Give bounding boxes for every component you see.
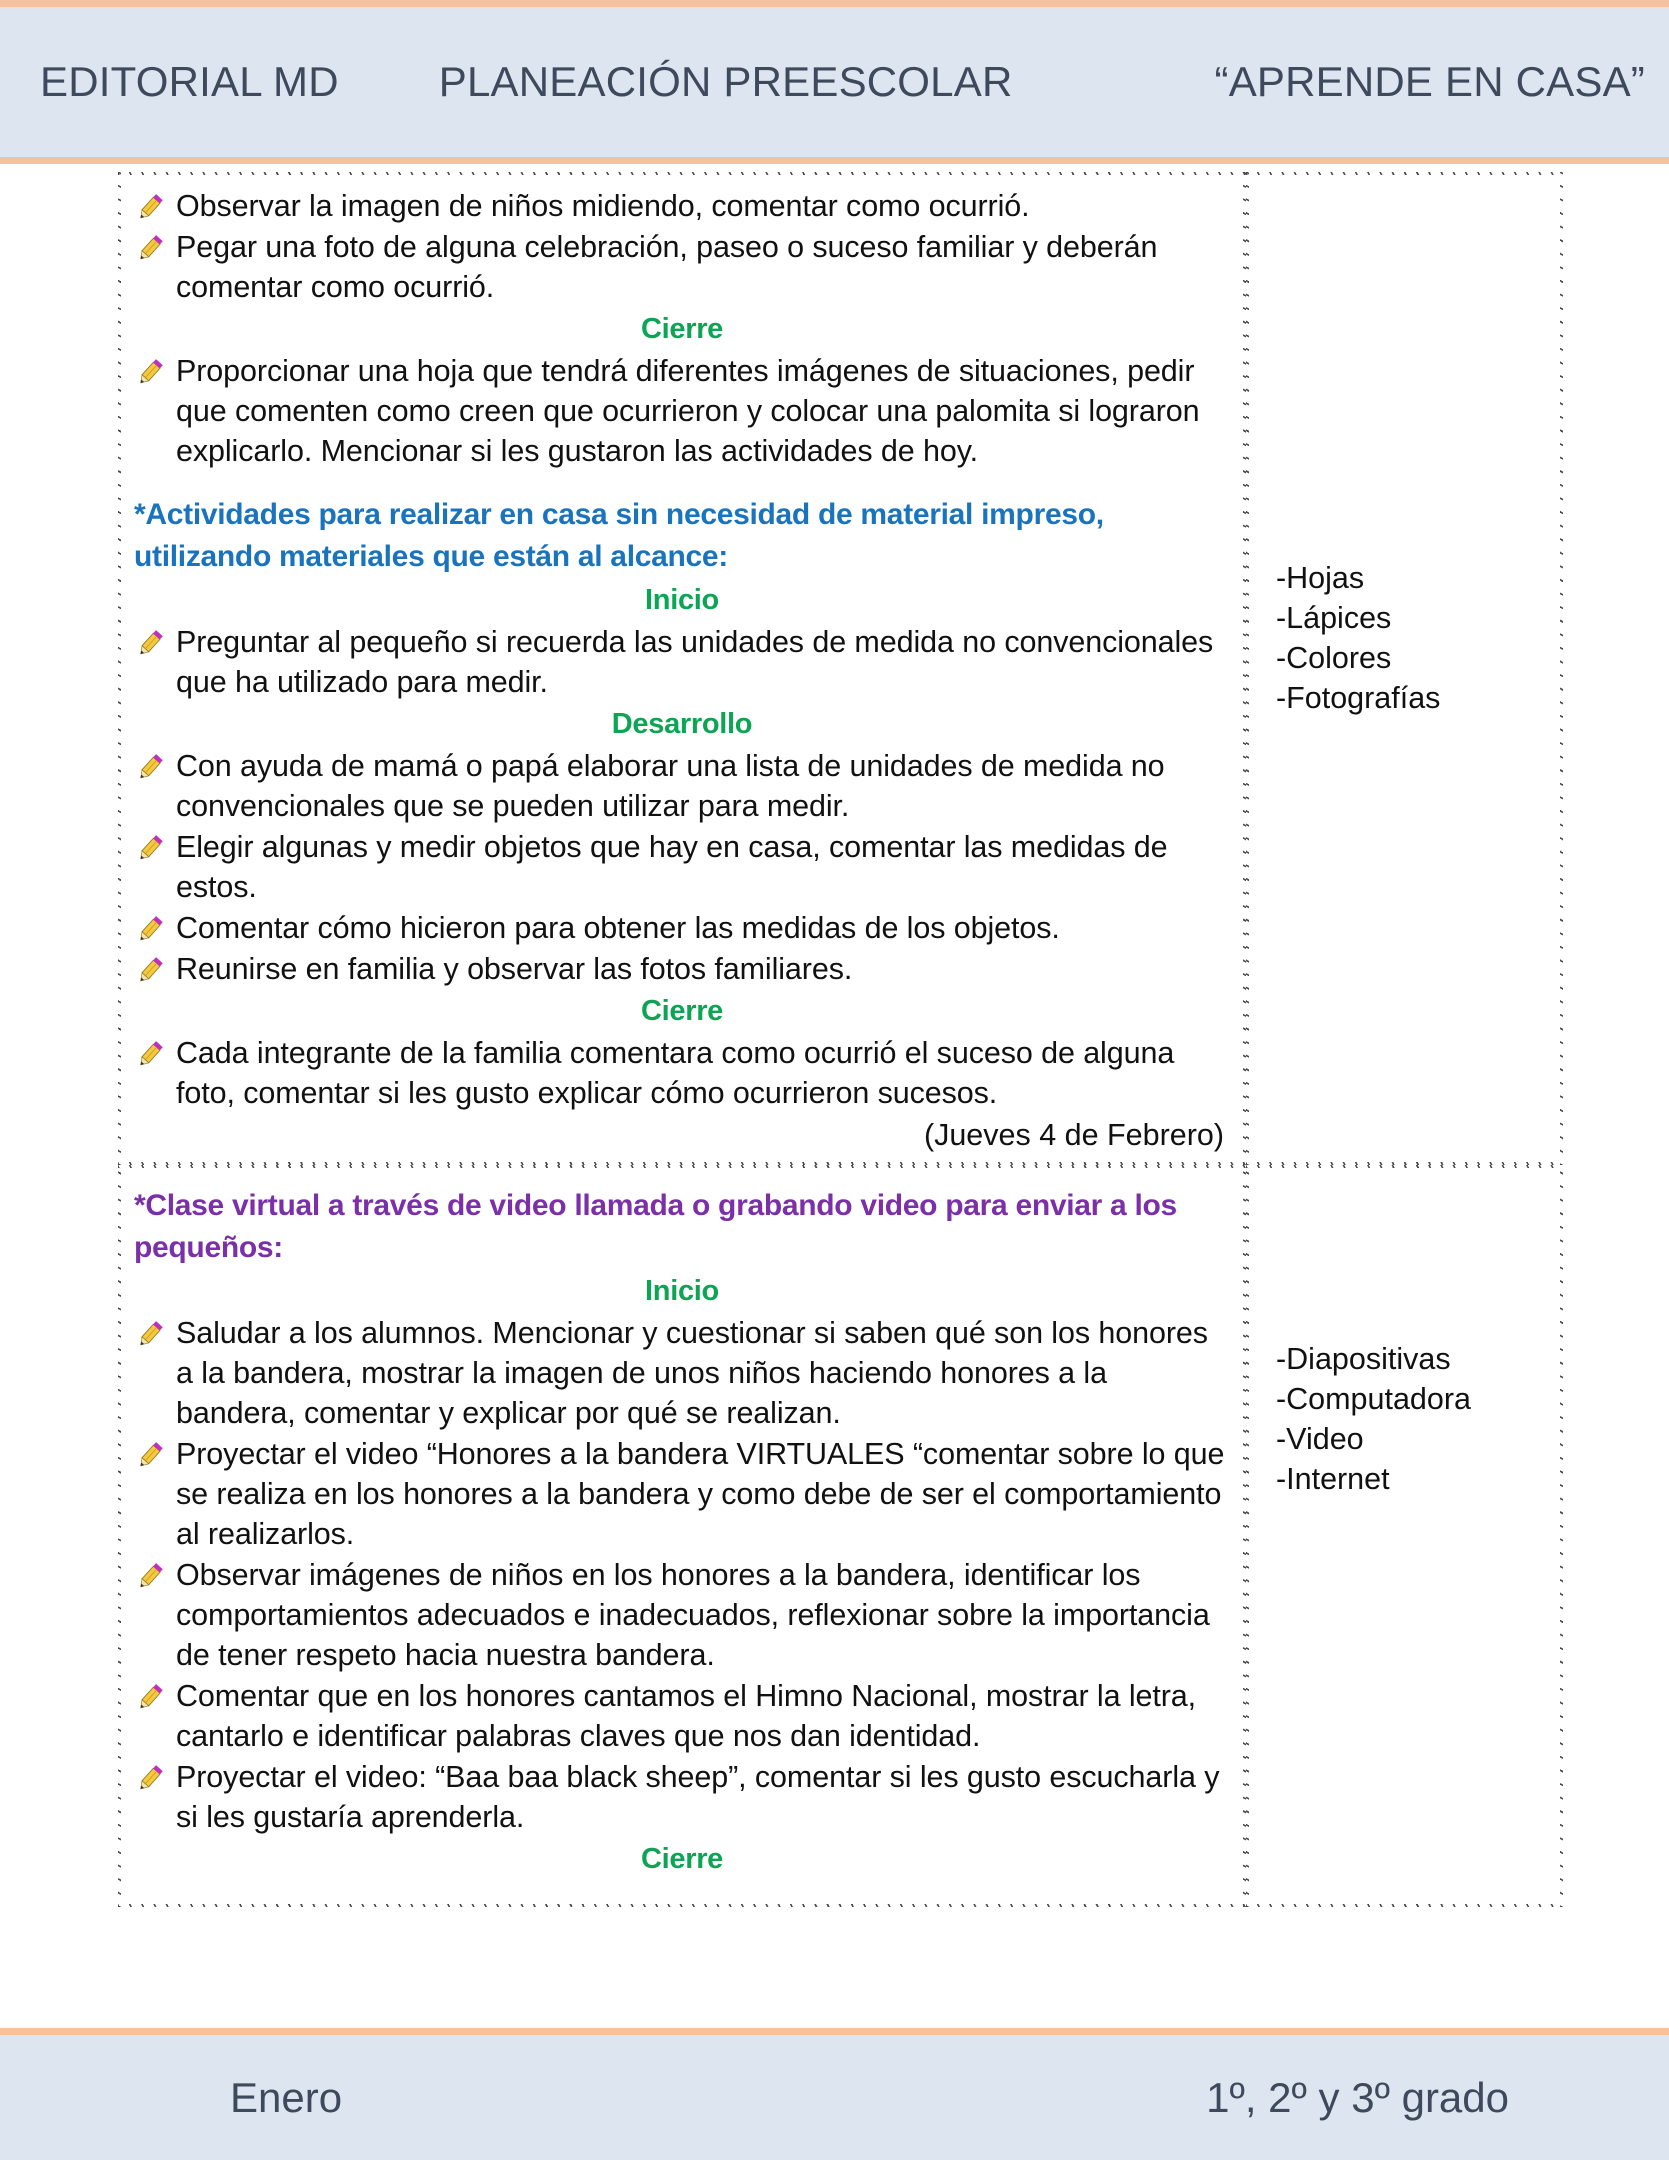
list-item-text: Comentar que en los honores cantamos el Himno Nacional, mostrar la letra, cantarlo e identificar palabras claves que nos dan identidad. (176, 1679, 1197, 1753)
list-item-text: Comentar cómo hicieron para obtener las medidas de los objetos. (176, 911, 1060, 945)
phase-label-desarrollo: Desarrollo (611, 708, 753, 740)
list-item (134, 827, 1230, 907)
footer-inner (0, 2074, 1669, 2122)
section-heading-virtual-class: *Clase virtual a través de video llamada o grabando video para enviar a los pequeños: (134, 1189, 1177, 1264)
top-activity-list (134, 186, 1230, 307)
top-cierre-list (134, 351, 1230, 471)
home-desarrollo-list (134, 746, 1230, 989)
material-item: -Diapositivas (1276, 1342, 1451, 1376)
pencil-icon (134, 232, 164, 266)
spacer (1262, 186, 1547, 558)
pencil-icon (134, 356, 164, 390)
list-item (134, 1033, 1230, 1113)
list-item (134, 1313, 1230, 1433)
pencil-icon (134, 954, 164, 988)
pencil-icon (134, 751, 164, 785)
list-item-text: Preguntar al pequeño si recuerda las unidades de medida no convencionales que ha utilizado para medir. (176, 625, 1214, 699)
list-item-text: Proporcionar una hoja que tendrá diferentes imágenes de situaciones, pedir que comenten como creen que ocurrieron y colocar una palomita si lograron explicarlo. Mencionar si les gustaron las actividades de hoy. (176, 354, 1200, 468)
header-brand: EDITORIAL MD (40, 58, 339, 105)
pencil-icon (134, 1762, 164, 1796)
pencil-icon (134, 1681, 164, 1715)
material-item: -Computadora (1276, 1382, 1471, 1416)
header-title: PLANEACIÓN PREESCOLAR (438, 58, 1013, 105)
virtual-cell-padding (118, 1165, 1246, 1907)
material-item: -Lápices (1276, 601, 1392, 635)
phase-label-cierre: Cierre (640, 995, 724, 1027)
date-note: (Jueves 4 de Febrero) (923, 1118, 1224, 1152)
main-cell-padding (118, 172, 1246, 1165)
spacer (134, 1881, 1230, 1897)
list-item (134, 908, 1230, 948)
material-item: -Fotografías (1276, 681, 1441, 715)
page-header-band (0, 0, 1669, 164)
list-item-text: Pegar una foto de alguna celebración, paseo o suceso familiar y deberán comentar como ocurrió. (176, 230, 1158, 304)
list-item (134, 1757, 1230, 1837)
phase-label-inicio: Inicio (645, 584, 719, 616)
footer-month: Enero (230, 2073, 343, 2121)
materials-cell-home (1246, 172, 1563, 1165)
content-grid (118, 172, 1563, 1907)
material-item: -Video (1276, 1422, 1364, 1456)
header-inner (0, 58, 1669, 106)
home-inicio-list (134, 622, 1230, 702)
home-cierre-list (134, 1033, 1230, 1113)
list-item-text: Saludar a los alumnos. Mencionar y cuestionar si saben qué son los honores a la bandera, mostrar la imagen de unos niños haciendo honores a la bandera, comentar y explicar por qué se realizan. (176, 1316, 1208, 1430)
list-item (134, 186, 1230, 226)
phase-label-cierre: Cierre (640, 313, 724, 345)
material-item: -Internet (1276, 1462, 1390, 1496)
footer-grades: 1º, 2º y 3º grado (1206, 2073, 1509, 2121)
materials-cell-padding (1246, 172, 1563, 728)
material-item: -Colores (1276, 641, 1392, 675)
materials-cell-padding (1246, 1165, 1563, 1509)
materials-list-home (1262, 558, 1547, 718)
list-item-text: Proyectar el video “Honores a la bandera VIRTUALES “comentar sobre lo que se realiza en los honores a la bandera y como debe de ser el comportamiento al realizarlos. (176, 1437, 1225, 1551)
pencil-icon (134, 627, 164, 661)
phase-label-inicio: Inicio (645, 1275, 719, 1307)
materials-cell-virtual (1246, 1165, 1563, 1907)
pencil-icon (134, 832, 164, 866)
pencil-icon (134, 191, 164, 225)
pencil-icon (134, 1560, 164, 1594)
list-item-text: Elegir algunas y medir objetos que hay en casa, comentar las medidas de estos. (176, 830, 1168, 904)
virtual-content-cell (118, 1165, 1246, 1907)
pencil-icon (134, 913, 164, 947)
list-item (134, 351, 1230, 471)
content-row-one (118, 172, 1563, 1165)
list-item (134, 622, 1230, 702)
spacer (1262, 1179, 1547, 1339)
phase-label-cierre: Cierre (640, 1843, 724, 1875)
section-heading-home-activities: *Actividades para realizar en casa sin necesidad de material impreso, utilizando materiales que están al alcance: (134, 498, 1104, 573)
list-item-text: Con ayuda de mamá o papá elaborar una lista de unidades de medida no convencionales que se pueden utilizar para medir. (176, 749, 1165, 823)
list-item-text: Cada integrante de la familia comentara como ocurrió el suceso de alguna foto, comentar si les gusto explicar cómo ocurrieron sucesos. (176, 1036, 1175, 1110)
main-content-cell (118, 172, 1246, 1165)
list-item (134, 1434, 1230, 1554)
list-item (134, 949, 1230, 989)
pencil-icon (134, 1318, 164, 1352)
spacer (134, 472, 1230, 488)
list-item (134, 1676, 1230, 1756)
list-item-text: Proyectar el video: “Baa baa black sheep”, comentar si les gusto escucharla y si les gustaría aprenderla. (176, 1760, 1220, 1834)
list-item (134, 227, 1230, 307)
virtual-inicio-list (134, 1313, 1230, 1837)
list-item-text: Observar imágenes de niños en los honores a la bandera, identificar los comportamientos adecuados e inadecuados, reflexionar sobre la importancia de tener respeto hacia nuestra bandera. (176, 1558, 1210, 1672)
list-item (134, 1555, 1230, 1675)
document-body (0, 164, 1669, 1994)
page-footer-band (0, 2028, 1669, 2160)
pencil-icon (134, 1439, 164, 1473)
list-item-text: Observar la imagen de niños midiendo, comentar como ocurrió. (176, 189, 1030, 223)
header-program-name: “APRENDE EN CASA” (1214, 58, 1645, 105)
pencil-icon (134, 1038, 164, 1072)
material-item: -Hojas (1276, 561, 1365, 595)
content-row-two (118, 1165, 1563, 1907)
list-item-text: Reunirse en familia y observar las fotos familiares. (176, 952, 853, 986)
list-item (134, 746, 1230, 826)
materials-list-virtual (1262, 1339, 1547, 1499)
